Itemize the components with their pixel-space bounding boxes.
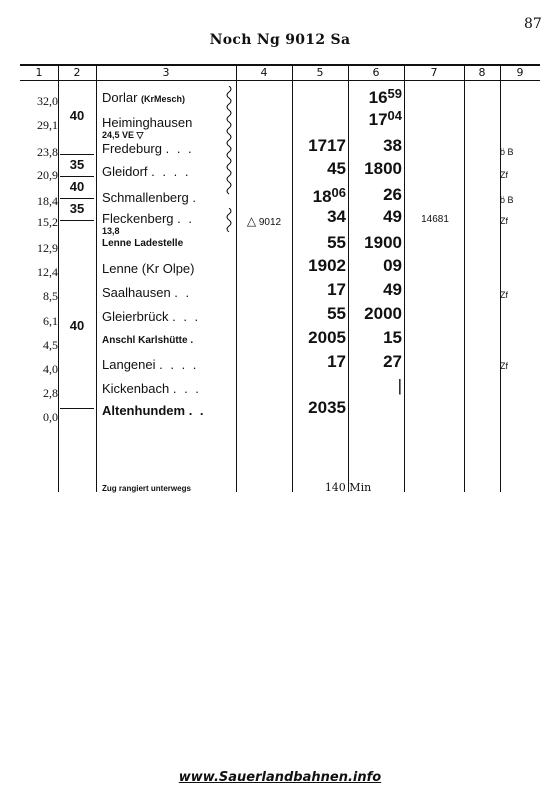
page-number: 87 (524, 16, 542, 32)
station-name: Lenne Ladestelle (102, 238, 184, 249)
km-value: 32,0 (37, 94, 58, 108)
km-value: 2,8 (43, 386, 58, 400)
station-name: Fredeburg . . . (102, 141, 194, 156)
departure-time: 15 (383, 328, 402, 347)
km-value: 0,0 (43, 410, 58, 424)
station-name: Schmallenberg . (102, 190, 198, 205)
total-minutes: 140 Min (324, 481, 372, 494)
station-subnote: 24,5 VE ▽ (102, 130, 144, 140)
speed-limit-divider (60, 408, 94, 409)
km-value: 4,0 (43, 362, 58, 376)
col-divider (500, 64, 501, 492)
departure-time: 26 (383, 185, 402, 204)
col-divider (236, 64, 237, 492)
km-value: 18,4 (37, 194, 58, 208)
header-col-6: 6 (372, 66, 380, 79)
departure-time: 27 (383, 352, 402, 371)
speed-limit: 35 (69, 157, 85, 172)
km-value: 8,5 (43, 289, 58, 303)
squiggle-line-lower (224, 208, 234, 232)
station-name: Langenei . . . . (102, 357, 199, 372)
departure-time: 38 (383, 136, 402, 155)
speed-limit: 40 (69, 179, 85, 194)
header-col-2: 2 (73, 66, 81, 79)
station-name: Lenne (Kr Olpe) (102, 261, 195, 276)
departure-time: 49 (383, 207, 402, 226)
header-col-4: 4 (260, 66, 268, 79)
speed-limit: 35 (69, 201, 85, 216)
arrival-time: 1717 (308, 136, 346, 155)
km-value: 23,8 (37, 145, 58, 159)
station-name: Altenhundem . . (102, 403, 206, 418)
col-divider (404, 64, 405, 492)
departure-time: 2000 (364, 304, 402, 323)
arrival-time: 55 (327, 233, 346, 252)
speed-limit-divider (60, 198, 94, 199)
station-name: Gleidorf . . . . (102, 164, 191, 179)
departure-time: $17^{04}$ (368, 108, 402, 129)
station-name: Gleierbrück . . . (102, 309, 201, 324)
km-value: 6,1 (43, 314, 58, 328)
km-value: 20,9 (37, 168, 58, 182)
col-divider (58, 64, 59, 492)
service-note: Zf (500, 361, 508, 371)
arrival-time: 34 (327, 207, 346, 226)
service-note: ö B (500, 147, 514, 157)
service-note: Zf (500, 216, 508, 226)
km-value: 12,9 (37, 241, 58, 255)
website-link[interactable]: www.Sauerlandbahnen.info (178, 770, 382, 785)
departure-time: 1900 (364, 233, 402, 252)
col-divider (348, 64, 349, 492)
col-divider (464, 64, 465, 492)
header-col-5: 5 (316, 66, 324, 79)
station-name: Heiminghausen (102, 115, 193, 130)
pass-through-mark: | (397, 376, 402, 395)
arrival-time: 1902 (308, 256, 346, 275)
header-col-7: 7 (430, 66, 438, 79)
departure-time: 1800 (364, 159, 402, 178)
station-name: Kickenbach . . . (102, 381, 201, 396)
km-value: 29,1 (37, 118, 58, 132)
table-header-border (20, 80, 540, 81)
header-col-9: 9 (516, 66, 524, 79)
col-divider (96, 64, 97, 492)
station-name: Saalhausen . . (102, 285, 192, 300)
speed-limit: 40 (69, 108, 85, 123)
service-note: Zf (500, 170, 508, 180)
squiggle-line-upper (224, 86, 234, 198)
footnote-shunting: Zug rangiert unterwegs (102, 484, 191, 493)
arrival-time: 45 (327, 159, 346, 178)
departure-time: $16^{59}$ (368, 86, 402, 107)
arrival-time: 17 (327, 352, 346, 371)
station-subnote: 13,8 (102, 226, 120, 236)
col-divider (292, 64, 293, 492)
speed-limit-divider (60, 176, 94, 177)
header-col-8: 8 (478, 66, 486, 79)
km-value: 12,4 (37, 265, 58, 279)
km-value: 15,2 (37, 215, 58, 229)
service-note: Zf (500, 290, 508, 300)
header-col-3: 3 (162, 66, 170, 79)
arrival-time: 17 (327, 280, 346, 299)
speed-limit-divider (60, 154, 94, 155)
bell-icon: △ (246, 214, 257, 228)
train-reference: △ 9012 (246, 214, 282, 228)
arrival-time: 2035 (308, 398, 346, 417)
service-note: ö B (500, 195, 514, 205)
arrival-time: 55 (327, 304, 346, 323)
speed-limit: 40 (69, 318, 85, 333)
departure-time: 49 (383, 280, 402, 299)
speed-limit-divider (60, 220, 94, 221)
arrival-time: 2005 (308, 328, 346, 347)
station-name: Dorlar (KrMesch) (102, 90, 186, 105)
km-value: 4,5 (43, 338, 58, 352)
page-title: Noch Ng 9012 Sa (209, 32, 351, 48)
arrival-time: $18^{06}$ (312, 185, 346, 206)
station-name: Anschl Karlshütte . (102, 335, 194, 346)
station-name: Fleckenberg . . (102, 211, 195, 226)
departure-time: 09 (383, 256, 402, 275)
reference-number: 14681 (421, 214, 449, 225)
header-col-1: 1 (35, 66, 43, 79)
